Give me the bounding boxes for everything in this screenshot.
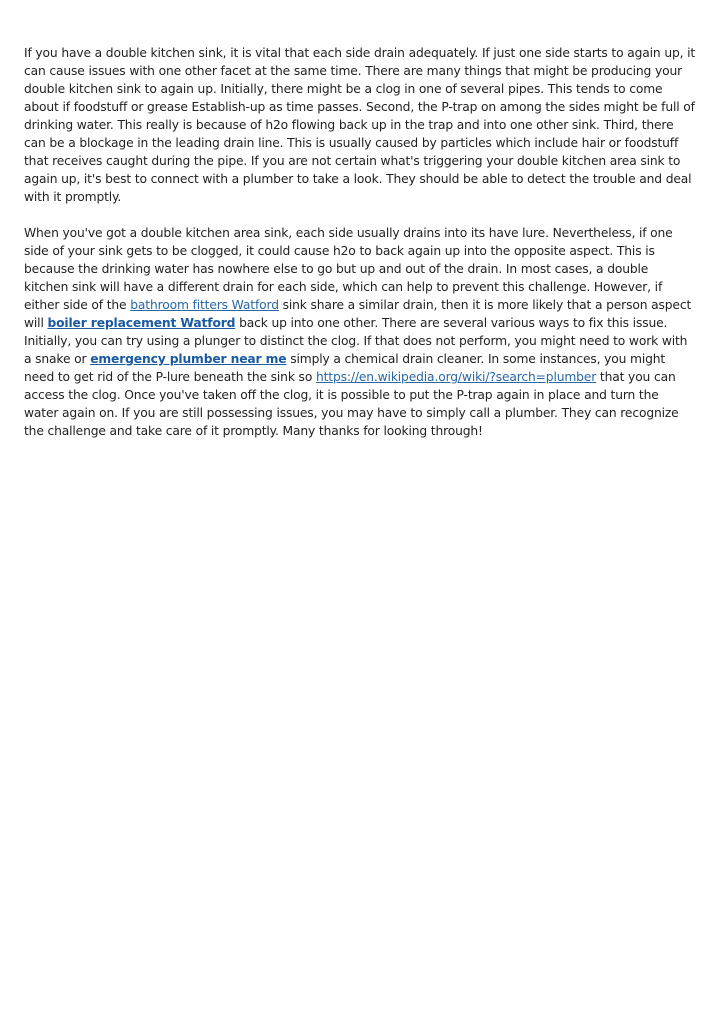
- boiler-replacement-link[interactable]: boiler replacement Watford: [47, 316, 236, 330]
- document-body: [24, 44, 696, 458]
- paragraph-2-text-2: sink share a similar drain, then it is more likely that a person aspect will: [24, 298, 692, 330]
- bathroom-fitters-link[interactable]: bathroom fitters Watford: [130, 298, 279, 312]
- paragraph-2-text-1: When you've got a double kitchen area sink, each side usually drains into its have lure. Nevertheless, if one side of your sink gets to be clogged, it could cause h2o to back again up into the opposite aspect. This is because the drinking water has nowhere else to go but up and out of the drain. In most cases, a double kitchen sink will have a different drain for each side, which can help to prevent this challenge. However, if either side of the: [24, 226, 673, 312]
- paragraph-2-text-3: back up into one other. There are several various ways to fix this issue. Initially, you can try using a plunger to distinct the clog. If that does not perform, you might need to work with a snake or: [24, 316, 688, 366]
- wikipedia-plumber-link[interactable]: https://en.wikipedia.org/wiki/?search=plumber: [315, 370, 597, 384]
- paragraph-2-text-5: that you can access the clog. Once you've taken off the clog, it is possible to put the P-trap again in place and turn the water again on. If you are still possessing issues, you may have to simply call a plumber. They can recognize the challenge and take care of it promptly. Many thanks for looking through!: [24, 370, 679, 438]
- paragraph-1: [24, 44, 696, 206]
- paragraph-2-text-4: simply a chemical drain cleaner. In some instances, you might need to get rid of the P-lure beneath the sink so: [24, 352, 666, 384]
- paragraph-1-text: If you have a double kitchen sink, it is vital that each side drain adequately. If just one side starts to again up, it can cause issues with one other facet at the same time. There are many things that might be producing your double kitchen sink to again up. Initially, there might be a clog in one of several pipes. This tends to come about if foodstuff or grease Establish-up as time passes. Second, the P-trap on among the sides might be full of drinking water. This really is because of h2o flowing back up in the trap and into one other sink. Third, there can be a blockage in the leading drain line. This is usually caused by particles which include hair or foodstuff that receives caught during the pipe. If you are not certain what's triggering your double kitchen area sink to again up, it's best to connect with a plumber to take a look. They should be able to detect the trouble and deal with it promptly.: [24, 46, 696, 204]
- emergency-plumber-link[interactable]: emergency plumber near me: [90, 352, 287, 366]
- paragraph-2: [24, 224, 696, 440]
